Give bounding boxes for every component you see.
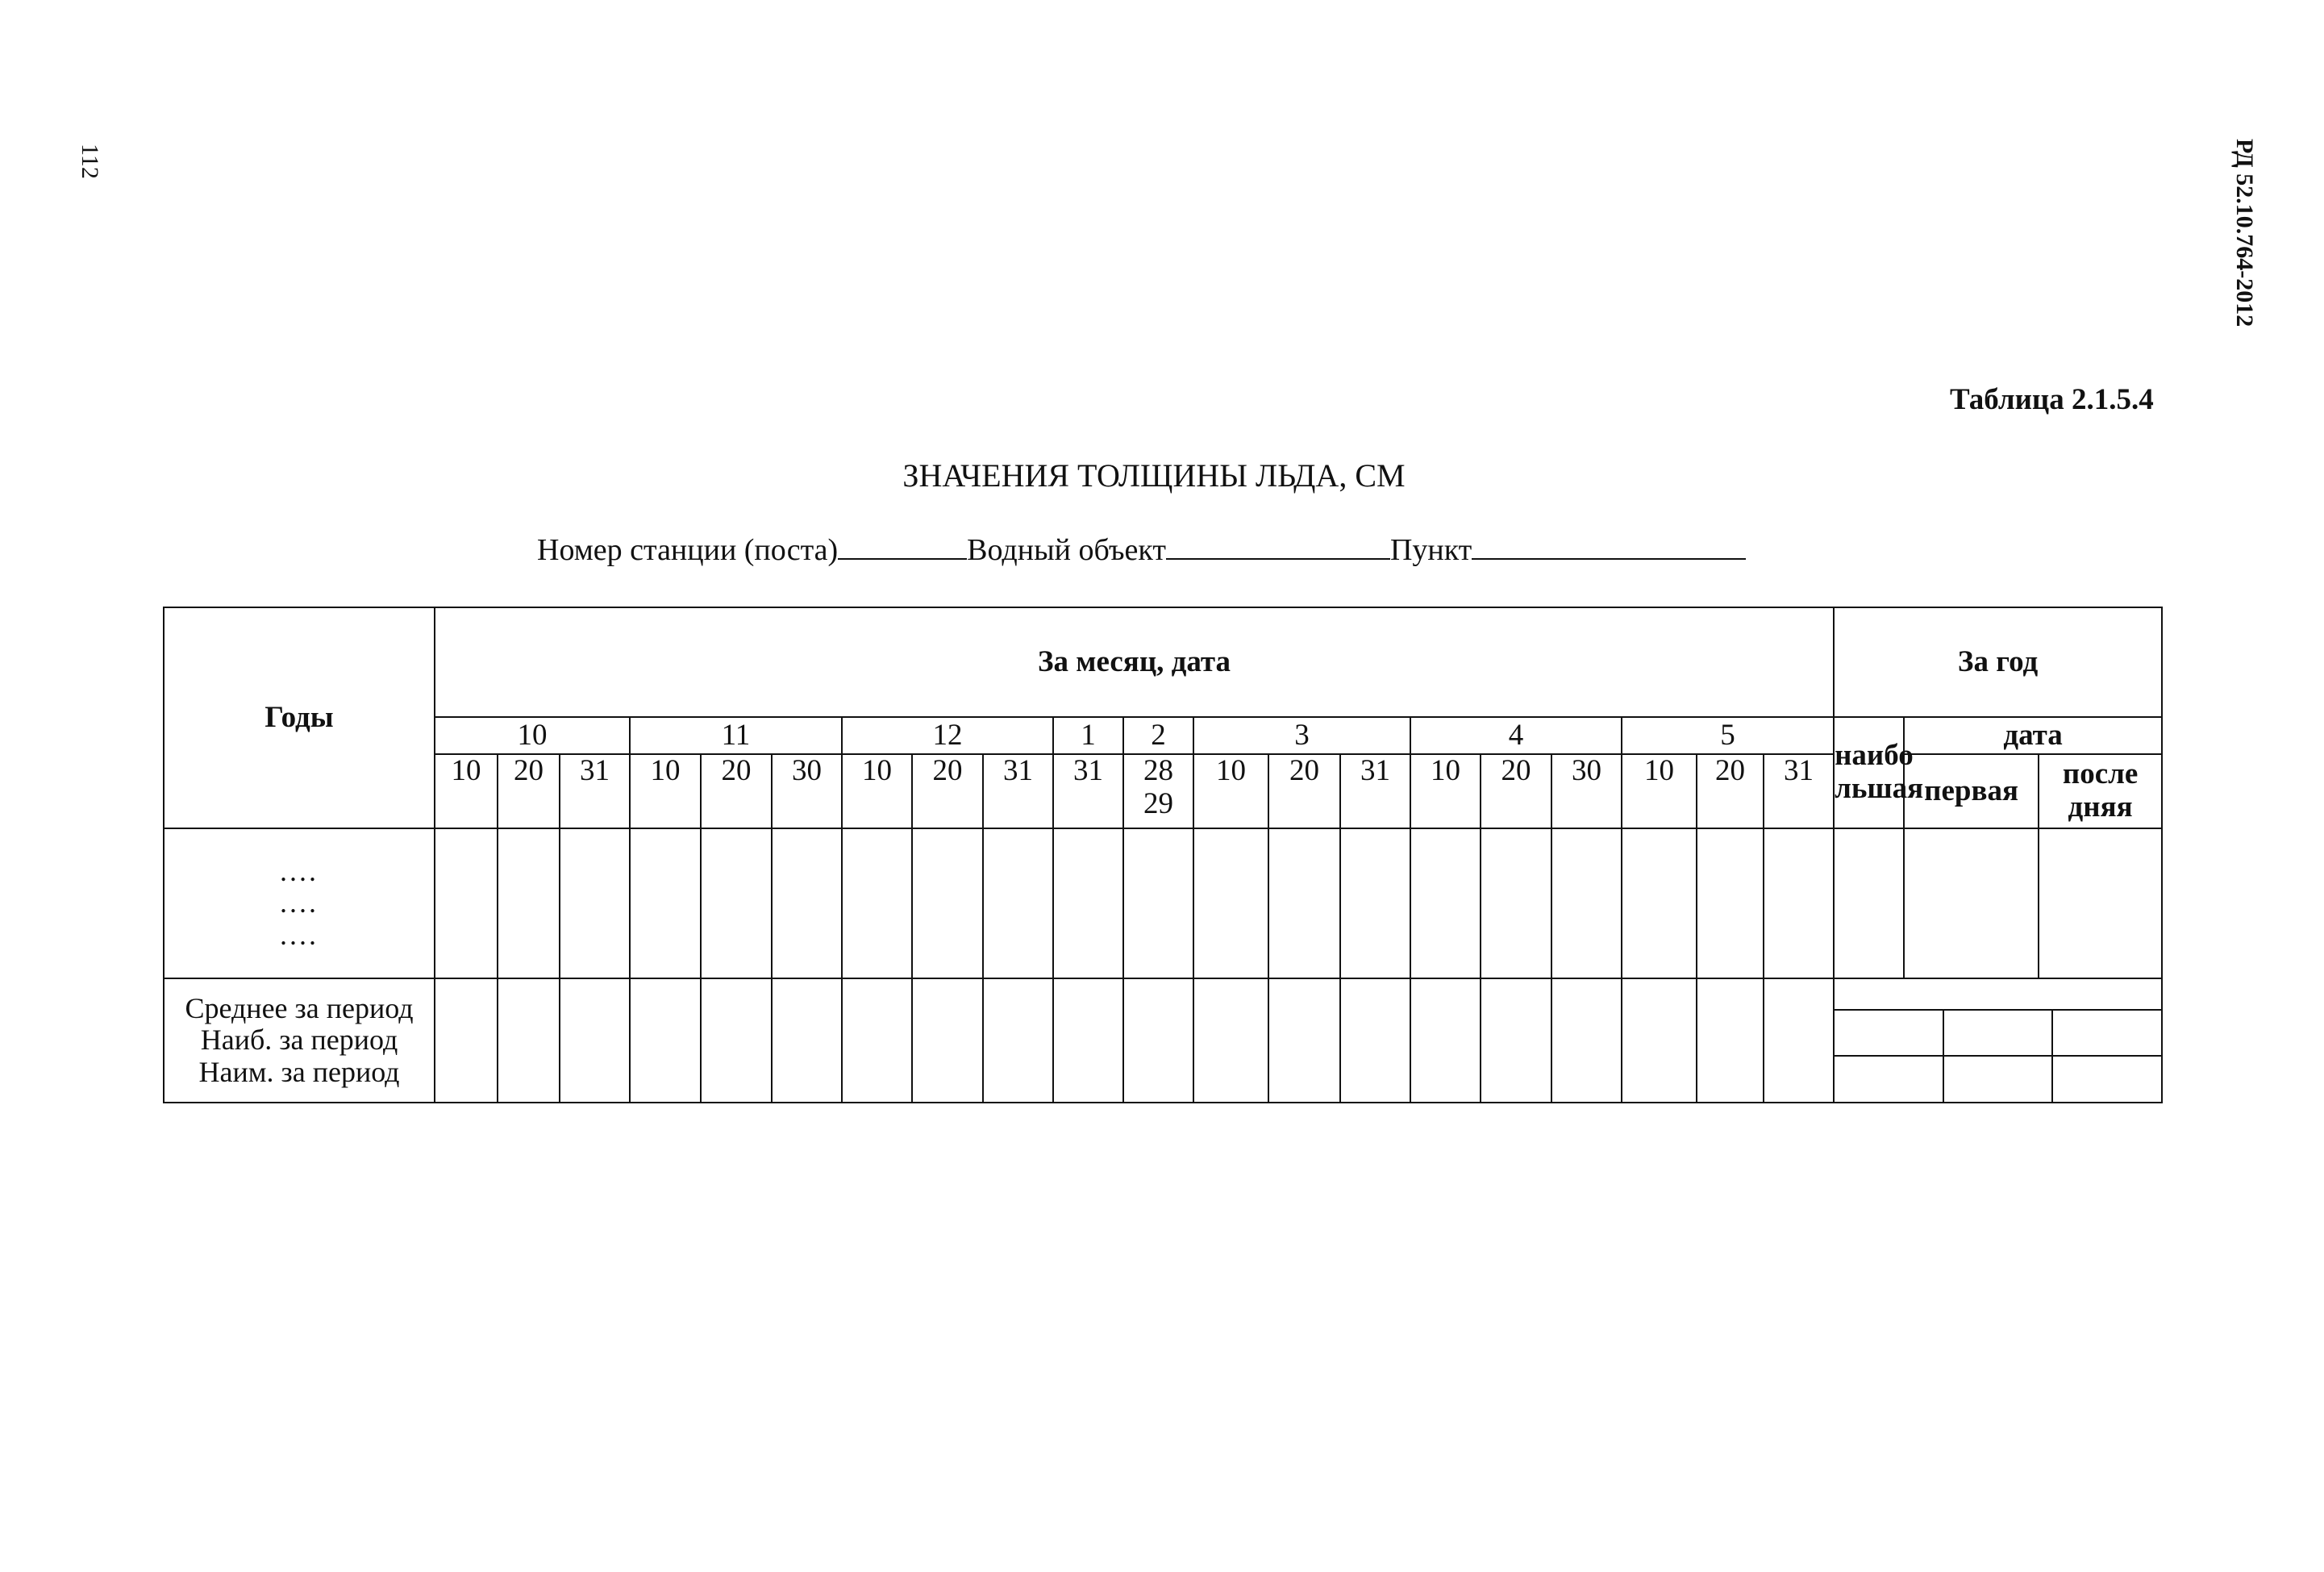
year-stats-inner-row <box>1835 1010 2161 1056</box>
ice-thickness-table <box>163 607 2286 1103</box>
stat-cell <box>1410 978 1481 1103</box>
data-cell <box>1764 828 1834 978</box>
data-cell <box>1193 828 1268 978</box>
largest-cell <box>1834 828 1904 978</box>
stat-cell <box>1340 978 1410 1103</box>
header-row-dates <box>164 754 2285 828</box>
last-date-header-text: после дняя <box>2062 757 2139 824</box>
date-label <box>701 754 772 828</box>
date-label-text: 10 <box>1216 754 1246 787</box>
date-label <box>772 754 842 828</box>
data-cell <box>435 828 498 978</box>
date-label <box>1764 754 1834 828</box>
date-label <box>1697 754 1764 828</box>
water-object-blank <box>1166 532 1390 560</box>
page-number: 112 <box>77 144 103 179</box>
date-label-text: 31 <box>1360 754 1390 787</box>
date-label <box>630 754 701 828</box>
stat-cell <box>772 978 842 1103</box>
date-label-text: 20 <box>932 754 963 787</box>
stat-cell <box>560 978 630 1103</box>
date-label-text: 20 <box>1289 754 1319 787</box>
years-header <box>164 607 435 828</box>
month-label-text: 2 <box>1151 718 1166 752</box>
year-stats-grid <box>1834 978 2162 1103</box>
month-label-text: 11 <box>721 718 751 752</box>
year-stats-inner-cell <box>1835 979 2161 1010</box>
month-label <box>842 717 1053 754</box>
date-label-text: 31 <box>580 754 610 787</box>
data-cell <box>1410 828 1481 978</box>
stats-labels <box>164 978 435 1103</box>
stat-cell <box>1268 978 1340 1103</box>
largest-header <box>1834 717 1924 828</box>
data-cell <box>498 828 560 978</box>
date-label-text: 10 <box>451 754 481 787</box>
station-label: Номер станции (поста) <box>537 533 839 567</box>
date-label <box>983 754 1053 828</box>
stat-cell <box>842 978 912 1103</box>
document-code: РД 52.10.764-2012 <box>2231 139 2258 327</box>
water-object-label: Водный объект <box>967 533 1166 567</box>
stat-cell <box>1764 978 1834 1103</box>
date-label-text: 31 <box>1784 754 1814 787</box>
date-header-text: дата <box>2003 718 2063 752</box>
date-label <box>560 754 630 828</box>
data-cell <box>772 828 842 978</box>
header-row-1 <box>164 607 2285 717</box>
stat-label: Наим. за период <box>198 1055 400 1088</box>
data-cell <box>1268 828 1340 978</box>
month-label-text: 10 <box>517 718 548 752</box>
month-label-text: 1 <box>1081 718 1096 752</box>
date-label <box>1551 754 1622 828</box>
data-cell <box>1053 828 1123 978</box>
table-label: Таблица 2.1.5.4 <box>1950 383 2154 416</box>
date-label <box>1193 754 1268 828</box>
year-stats-inner-cell <box>1835 1056 1943 1102</box>
stat-label: Среднее за период <box>185 991 414 1024</box>
first-date-header <box>1904 754 2039 828</box>
data-cell <box>1481 828 1551 978</box>
date-label <box>1481 754 1551 828</box>
date-label-text: 28 29 <box>1143 754 1173 820</box>
data-cell <box>1340 828 1410 978</box>
date-label <box>1123 754 1193 828</box>
point-blank <box>1472 532 1746 560</box>
date-label-text: 10 <box>1431 754 1460 787</box>
date-label <box>435 754 498 828</box>
year-stats-inner-row <box>1835 1056 2161 1102</box>
table-title <box>0 457 2324 494</box>
first-date-cell <box>1904 828 2039 978</box>
dots-line: .... <box>280 918 319 951</box>
date-label <box>498 754 560 828</box>
year-stats-inner-cell <box>1943 1056 2052 1102</box>
year-header-text: За год <box>1957 644 2039 678</box>
date-label-text: 31 <box>1073 754 1103 787</box>
dots-line: .... <box>280 886 319 919</box>
last-date-cell <box>2039 828 2162 978</box>
month-label <box>1193 717 1410 754</box>
stat-cell <box>1551 978 1622 1103</box>
stat-cell <box>630 978 701 1103</box>
first-date-header-text: первая <box>1924 773 2018 807</box>
month-label <box>1123 717 1193 754</box>
month-header-text: За месяц, дата <box>1038 644 1231 678</box>
date-label-text: 30 <box>792 754 822 787</box>
date-label-text: 31 <box>1003 754 1033 787</box>
station-blank <box>838 532 967 560</box>
year-stats-inner-row <box>1835 979 2161 1010</box>
years-header-text: Годы <box>264 700 334 734</box>
date-label-text: 10 <box>650 754 681 787</box>
year-stats-inner-grid <box>1835 979 2161 1102</box>
table-title-text: ЗНАЧЕНИЯ ТОЛЩИНЫ ЛЬДА, СМ <box>902 457 1406 494</box>
date-label-text: 10 <box>1644 754 1674 787</box>
stat-cell <box>1123 978 1193 1103</box>
month-label <box>435 717 630 754</box>
data-cell <box>701 828 772 978</box>
stats-row <box>164 978 2285 1103</box>
date-label <box>1410 754 1481 828</box>
date-label <box>1053 754 1123 828</box>
data-cell <box>912 828 983 978</box>
stat-cell <box>701 978 772 1103</box>
years-placeholder <box>164 828 435 978</box>
stat-cell <box>1193 978 1268 1103</box>
dots-line: .... <box>280 854 319 887</box>
year-stats-inner-cell <box>2052 1010 2161 1056</box>
point-label: Пункт <box>1389 533 1472 567</box>
data-cell <box>630 828 701 978</box>
stat-cell <box>1622 978 1697 1103</box>
month-label-text: 12 <box>932 718 963 752</box>
date-label-text: 20 <box>721 754 752 787</box>
stat-cell <box>1053 978 1123 1103</box>
largest-header-text: наибо льшая <box>1835 739 1924 805</box>
month-label <box>1053 717 1123 754</box>
data-cell <box>983 828 1053 978</box>
year-stats-inner-cell <box>1943 1010 2052 1056</box>
data-cell <box>1551 828 1622 978</box>
data-cell <box>1622 828 1697 978</box>
stat-cell <box>983 978 1053 1103</box>
month-label <box>630 717 842 754</box>
month-label <box>1410 717 1622 754</box>
stat-cell <box>498 978 560 1103</box>
stat-cell <box>1697 978 1764 1103</box>
data-cell <box>560 828 630 978</box>
date-label <box>912 754 983 828</box>
last-date-header <box>2039 754 2162 828</box>
stat-label: Наиб. за период <box>200 1024 398 1057</box>
month-label <box>1622 717 1834 754</box>
date-label-text: 20 <box>1501 754 1531 787</box>
month-label-text: 3 <box>1294 718 1310 752</box>
month-header <box>435 607 1834 717</box>
date-label <box>1622 754 1697 828</box>
data-row <box>164 828 2285 978</box>
date-label-text: 10 <box>862 754 892 787</box>
data-cell <box>1697 828 1764 978</box>
date-label <box>842 754 912 828</box>
date-label-text: 20 <box>1715 754 1745 787</box>
date-label <box>1268 754 1340 828</box>
stat-cell <box>912 978 983 1103</box>
date-label <box>1340 754 1410 828</box>
month-label-text: 4 <box>1508 718 1524 752</box>
stat-cell <box>435 978 498 1103</box>
year-stats-inner-cell <box>2052 1056 2161 1102</box>
stat-cell <box>1481 978 1551 1103</box>
month-label-text: 5 <box>1720 718 1735 752</box>
date-label-text: 20 <box>514 754 544 787</box>
data-cell <box>842 828 912 978</box>
form-line <box>537 532 1746 568</box>
header-row-months <box>164 717 2285 754</box>
year-header <box>1834 607 2162 717</box>
date-label-text: 30 <box>1572 754 1601 787</box>
year-stats-inner-cell <box>1835 1010 1943 1056</box>
data-cell <box>1123 828 1193 978</box>
date-header <box>1904 717 2162 754</box>
